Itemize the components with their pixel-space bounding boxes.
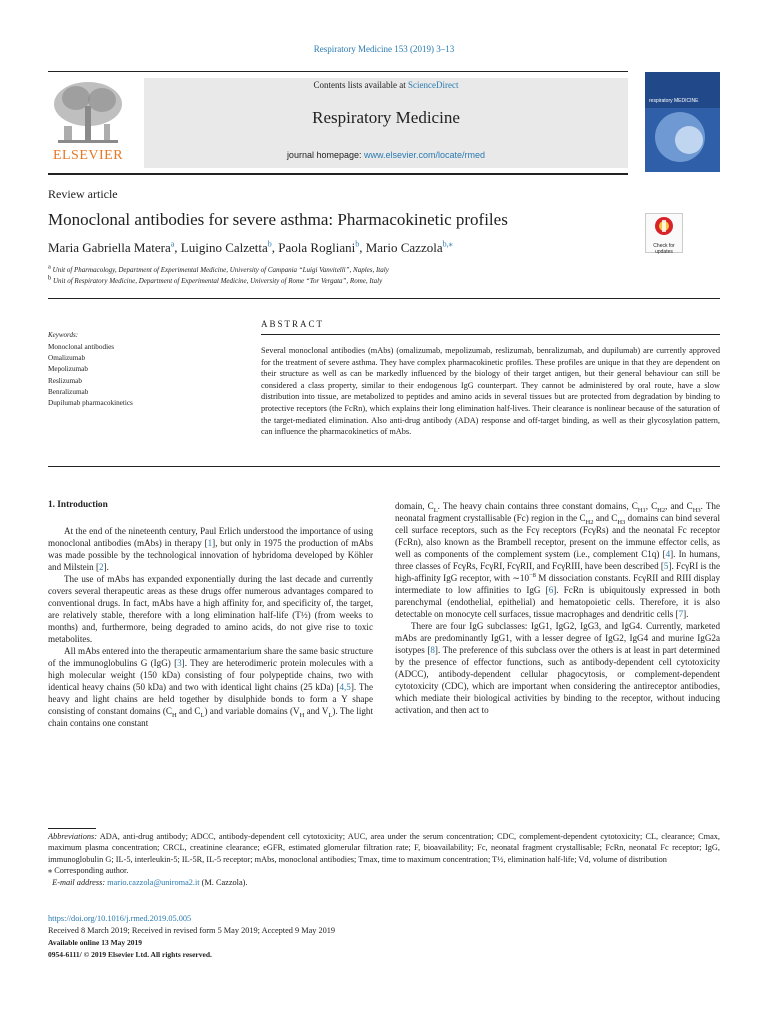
body-column-right bbox=[395, 500, 720, 716]
email-link[interactable]: mario.cazzola@uniroma2.it bbox=[107, 877, 200, 887]
author-name[interactable]: Mario Cazzola bbox=[365, 240, 443, 255]
affiliation-a: $^a$ Unit of Pharmacology, Department of Experimental Medicine, University of Campania “Luigi Vanvitelli”, Naples, Italy bbox=[48, 263, 389, 274]
journal-title: Respiratory Medicine bbox=[312, 108, 460, 127]
crossmark-icon bbox=[646, 214, 682, 238]
journal-citation[interactable]: Respiratory Medicine 153 (2019) 3–13 bbox=[313, 44, 455, 54]
elsevier-wordmark: ELSEVIER bbox=[52, 148, 124, 163]
keyword-item: Omalizumab bbox=[48, 354, 86, 363]
homepage-prefix: journal homepage: bbox=[286, 150, 364, 160]
author-separator: , bbox=[174, 240, 181, 255]
body-column-left bbox=[48, 525, 373, 729]
article-title: Monoclonal antibodies for severe asthma: Pharmacokinetic profiles bbox=[48, 210, 508, 229]
section-heading-introduction: 1. Introduction bbox=[48, 500, 108, 510]
abbreviations-footnote: Abbreviations: ADA, anti-drug antibody; ADCC, antibody-dependent cell cytotoxicity; AUC, area under the serum concentration; CDC, complement-dependent cytotoxicity; CL, clearance; Cmax, maximum plasma concentration; CRCL, creatinine clearance; eGFR, estimated glomerular filtration rate; F, bioavailability; Fc, neonatal fragment crystallisable; FcRn, neonatal Fc receptor; IgG, immunoglobulin G; IL-5, interleukin-5; IL-5R, IL-5 receptor; mAbs, monoclonal antibodies; Tmax, time to maximum concentration; T½, elimination half-life; Vd, volume of distribution bbox=[48, 832, 720, 864]
keywords-heading: Keywords: bbox=[48, 331, 79, 339]
citation-link: 6 bbox=[548, 585, 554, 595]
citation-link: 4,5 bbox=[339, 682, 351, 692]
author-separator: , bbox=[359, 240, 366, 255]
author-affiliation-marker[interactable]: b bbox=[355, 239, 360, 249]
crossmark-label: Check for updates bbox=[653, 243, 675, 255]
article-type: Review article bbox=[48, 187, 118, 201]
abstract-text: Several monoclonal antibodies (mAbs) (omalizumab, mepolizumab, reslizumab, benralizumab, and dupilumab) are currently approved for the treatment of severe asthma. They have complex pharmacokinetic profiles. These profiles are unique in that they are dependent on their structure as well as can be markedly influenced by the biology of their target antigen, but their general behaviour can still be considered a class property, similar to their endogenous IgG counterpart. They cannot be administered by oral route, have a slow distribution into tissue, are metabolized to peptides and amino acids in several tissues but are protected from degradation by binding to protective receptors (the FcRn), which explains their long elimination half-lives. Their clearance is nonlinear because of the saturation of the target-mediated elimination. Also anti-drug antibody (ADA) response and off-target binding, as well as their glycosylation pattern, can influence the pharmacokinetics of mAbs. bbox=[261, 346, 720, 437]
keyword-item: Monoclonal antibodies bbox=[48, 343, 115, 351]
citation-link: 7 bbox=[678, 609, 684, 619]
paragraph: There are four IgG subclasses: IgG1, IgG2, IgG3, and IgG4. Currently, marketed mAbs are predominantly IgG1, with a lesser degree of IgG2, IgG4 and murine IgG2a isotypes [8]. The preference of this subclass over the others is at least in part determined by the presence of effector functions, such as antibody-dependent cell cytotoxicity (ADCC), antibody-dependent cellular phagocytosis, or complement-dependent cytotoxicity (CDC), which are important when considering the antireceptor antibodies, which mediate their biological activities by binding to the receptor, without inducing activation, and then act to bbox=[395, 621, 720, 715]
citation-link: 5 bbox=[663, 561, 669, 571]
cover-title: respiratory MEDICINE bbox=[649, 98, 699, 104]
author-affiliation-marker[interactable]: b bbox=[267, 239, 272, 249]
keywords-list bbox=[48, 342, 133, 409]
author-affiliation-marker[interactable]: a bbox=[170, 239, 175, 249]
paragraph: All mAbs entered into the therapeutic armamentarium share the same basic structure of the immunoglobulins G (IgG) [3]. They are heterodimeric protein molecules with a high molecular weight (150 kDa) consisting of four polypeptide chains, two with identical heavy chains (50 kDa) and two with identical light chains (25 kDa) [4,5]. The heavy and light chains are held together by disulphide bonds to form a Y shape consisting of constant domains ($C_H$ and $C_L$) and variable domains ($V_H$ and $V_L$). The light chain contains one constant bbox=[48, 646, 373, 728]
received-dates: Received 8 March 2019; Received in revised form 5 May 2019; Accepted 9 May 2019 bbox=[48, 926, 336, 935]
author-affiliation-marker[interactable]: b,⁎ bbox=[442, 239, 453, 249]
paragraph: domain, $C_L$. The heavy chain contains three constant domains, $C_{H1}$, $C_{H2}$, and $C_{H3}$. The neonatal fragment crystallisable (Fc) region in the $C_{H2}$ and $C_{H3}$ domains can bind several cell surface receptors, such as the Fcγ receptors (FcγRs) and the neonatal Fc receptor (FcRn), also known as the Brambell receptor, present on the immune effector cells, as well as components of the complement system (i.e., complement C1q) [4]. In humans, three classes of FcγRs, FcγRI, FcγRII, and FcγRIII, have been described [5]. FcγRI is the high-affinity IgG receptor, with $\sim 10^{-8}$ M dissociation constants. FcγRII and RIII display intermediate to low affinities to IgG [6]. FcRn is ubiquitously expressed in both parenchymal (endothelial, epithelial) and hematopoietic cells. Therefore, it is also detectable on monocyte cell surfaces, tissue macrophages and dendritic cells [7]. bbox=[395, 501, 720, 619]
copyright: 0954-6111/ © 2019 Elsevier Ltd. All rights reserved. bbox=[48, 950, 212, 959]
contents-prefix: Contents lists available at bbox=[313, 80, 408, 90]
paragraph: The use of mAbs has expanded exponentially during the last decade and currently covers several therapeutic areas as these drugs offer numerous advantages compared to conventional drugs. In fact, mAbs have a high affinity for, and specificity of, the target, are relatively stable, therefore with a long elimination half-life (T½) (from weeks to months) and, furthermore, being degraded to amino acids, do not give rise to toxic metabolites. bbox=[48, 574, 373, 644]
abstract-end-rule bbox=[48, 466, 720, 467]
abstract-rule bbox=[261, 334, 720, 335]
keyword-item: Mepolizumab bbox=[48, 365, 88, 374]
footnote-rule bbox=[48, 828, 96, 829]
citation-link: 4 bbox=[665, 549, 671, 559]
check-for-updates-button[interactable] bbox=[645, 213, 683, 253]
available-online: Available online 13 May 2019 bbox=[48, 938, 143, 947]
doi-link[interactable]: https://doi.org/10.1016/j.rmed.2019.05.005 bbox=[48, 914, 192, 923]
publication-info bbox=[48, 913, 335, 961]
masthead-top-rule bbox=[48, 71, 628, 72]
journal-cover-thumbnail[interactable] bbox=[645, 72, 720, 172]
footnotes bbox=[48, 831, 720, 888]
keyword-item: Dupilumab pharmacokinetics bbox=[48, 399, 133, 408]
paragraph: At the end of the nineteenth century, Paul Erlich understood the importance of using monoclonal antibodies (mAbs) in therapy [1], but only in 1975 the production of mAbs was made possible by the technological innovation of hybridoma developed by Köhler and Milstein [2]. bbox=[48, 526, 373, 572]
article-info-rule bbox=[48, 298, 720, 299]
author-name[interactable]: Paola Rogliani bbox=[278, 240, 356, 255]
author-name[interactable]: Maria Gabriella Matera bbox=[48, 240, 171, 255]
author-name[interactable]: Luigino Calzetta bbox=[180, 240, 268, 255]
keyword-item: Reslizumab bbox=[48, 376, 82, 385]
homepage-link[interactable]: www.elsevier.com/locate/rmed bbox=[364, 150, 486, 160]
citation-link: 2 bbox=[99, 562, 104, 572]
masthead-bottom-rule bbox=[48, 173, 628, 175]
email-note: E-mail address: mario.cazzola@uniroma2.it (M. Cazzola). bbox=[52, 877, 248, 887]
citation-link: 8 bbox=[430, 645, 435, 655]
homepage-line bbox=[144, 150, 628, 160]
author-separator: , bbox=[271, 240, 279, 255]
corresponding-author-note: ⁎ Corresponding author. bbox=[48, 866, 129, 876]
keyword-item: Benralizumab bbox=[48, 387, 89, 396]
sciencedirect-link[interactable]: ScienceDirect bbox=[408, 80, 459, 90]
contents-line bbox=[144, 80, 628, 90]
abstract-heading: ABSTRACT bbox=[261, 319, 325, 329]
cover-graphic-highlight bbox=[675, 126, 703, 154]
citation-link: 1 bbox=[207, 538, 213, 548]
author-list bbox=[48, 240, 453, 256]
citation-link: 3 bbox=[177, 658, 182, 668]
affiliation-b: $^b$ Unit of Respiratory Medicine, Department of Experimental Medicine, University of Rome “Tor Vergata”, Rome, Italy bbox=[48, 274, 383, 285]
